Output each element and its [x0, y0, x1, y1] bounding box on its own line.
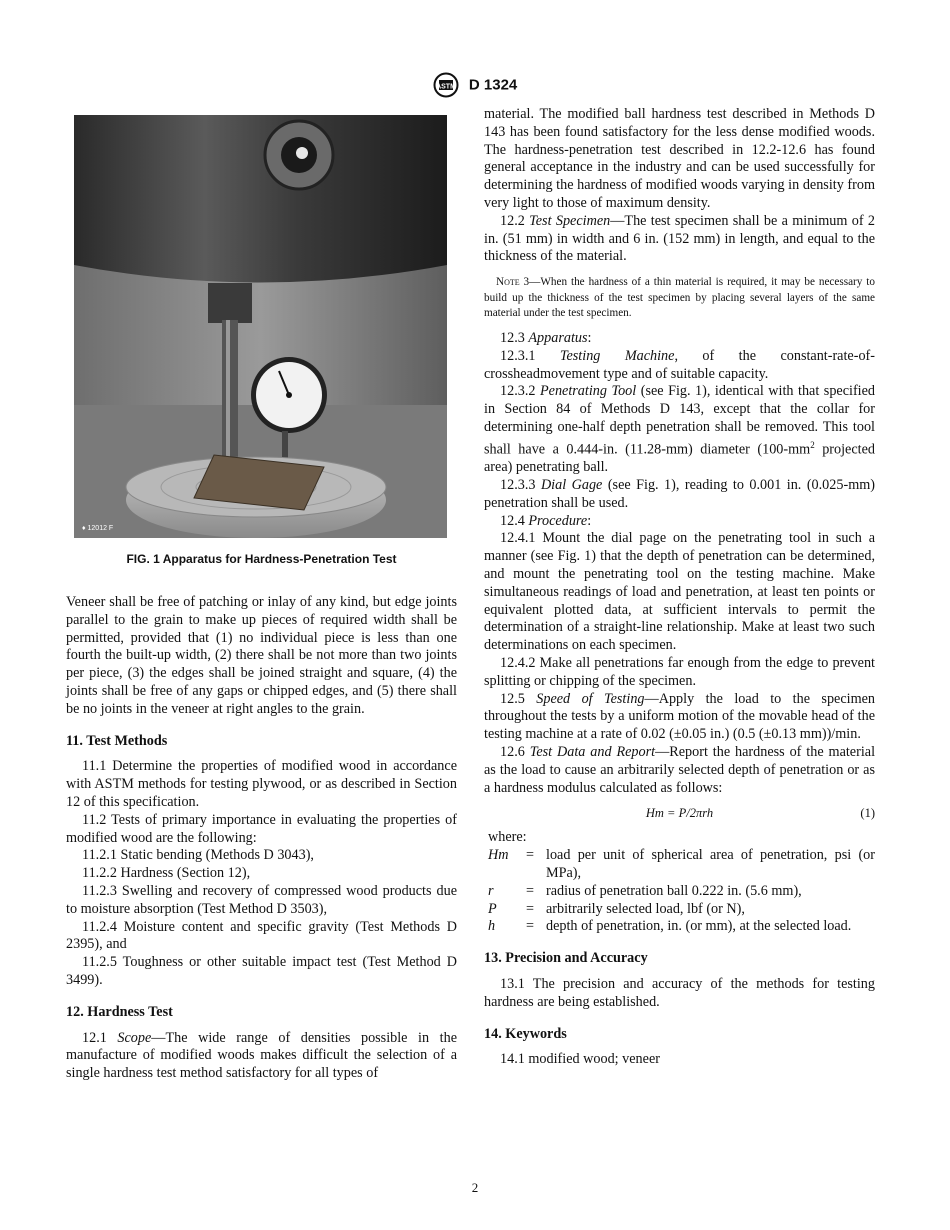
para-12-2: 12.2 Test Specimen—The test specimen shall be a minimum of 2 in. (51 mm) in width and 6 in. (152 mm) in length, and equal to the thickness of the material.: [484, 212, 875, 265]
equation-body: Hm = P/2πrh: [645, 806, 714, 821]
section-12-heading: 12. Hardness Test: [66, 1003, 173, 1020]
para-11-2-4: 11.2.4 Moisture content and specific gravity (Test Methods D 2395), and: [66, 918, 457, 953]
page-number: 2: [471, 1180, 479, 1195]
para-12-3-3: 12.3.3 Dial Gage (see Fig. 1), reading to 0.001 in. (0.025-mm) penetration shall be used.: [484, 477, 875, 511]
para-13-1: 13.1 The precision and accuracy of the methods for testing hardness are being established.: [484, 975, 875, 1010]
para-12-4-1: 12.4.1 Mount the dial page on the penetrating tool in such a manner (see Fig. 1) that the depth of penetration can be determined, and mount the penetrating tool on the testing machine. Make simultaneous readings of load and penetration, at least ten points or equivalent plotted data, at sufficient intervals to permit the determination of a straight-line relationship. Make at least two such determinations on each specimen.: [484, 530, 875, 654]
para-11-2-1: 11.2.1 Static bending (Methods D 3043),: [82, 847, 314, 864]
para-12-4-2: 12.4.2 Make all penetrations far enough from the edge to prevent splitting or chipping of the specimen.: [484, 655, 875, 689]
apparatus-photo: [74, 115, 447, 538]
para-12-3: 12.3 Apparatus:: [500, 329, 592, 346]
right-column: [484, 106, 875, 1069]
section-14-heading: 14. Keywords: [484, 1025, 567, 1042]
veneer-paragraph: Veneer shall be free of patching or inlay of any kind, but edge joints parallel to the grain to make up pieces of required width shall be permitted, provided that (1) no individual piece is less than one fourth the built-up width, (2) there shall be not more than two joints per piece, (3) the edges shall be joined straight and square, (4) the joints shall be free of any gaps or chipped edges, and (5) there shall be no joints in the veneer at right angles to the grain.: [66, 594, 457, 717]
section-13-heading: 13. Precision and Accuracy: [484, 950, 648, 967]
equation-1: [484, 801, 875, 829]
svg-text:♦ 12012 F: ♦ 12012 F: [82, 525, 114, 532]
para-12-1-cont: material. The modified ball hardness test described in Methods D 143 has been found satisfactory for the less dense modified woods. The hardness-penetration test described in 12.2-12.6 has found general acceptance in the industry and can be used successfully for determining the hardness of modified woods varying in density from very light to those of maximum density.: [484, 106, 875, 211]
where-label: where:: [488, 829, 527, 846]
definition-row: r = radius of penetration ball 0.222 in. (5.6 mm),: [488, 882, 802, 899]
para-12-4: 12.4 Procedure:: [500, 512, 592, 529]
figure-caption: FIG. 1 Apparatus for Hardness-Penetration Test: [126, 552, 397, 566]
astm-logo-icon: [433, 72, 459, 98]
para-12-3-2: 12.3.2 Penetrating Tool (see Fig. 1), identical with that specified in Section 84 of Methods D 143, except that the collar for determining one-half depth penetration shall be removed. This tool shall have a 0.444-in. (11.28-mm) diameter ($100-mm^2$ projected area) penetrating ball.: [484, 383, 876, 476]
definition-row: P = arbitrarily selected load, lbf (or N),: [488, 900, 745, 917]
variable-definitions: [488, 847, 875, 936]
svg-text:ASTM: ASTM: [435, 83, 456, 91]
para-11-2: 11.2 Tests of primary importance in evaluating the properties of modified wood are the following:: [66, 811, 457, 846]
page-header: [0, 72, 950, 98]
note-3: Note 3—When the hardness of a thin material is required, it may be necessary to build up the thickness of the test specimen by placing several layers of the same material under the test specimen.: [484, 276, 875, 320]
para-12-5: 12.5 Speed of Testing—Apply the load to the specimen throughout the tests by a uniform motion of the movable head of the testing machine at a rate of 0.02 (±0.05 in.) (0.5 (±0.13 mm))/min.: [484, 690, 876, 743]
definition-row: h = depth of penetration, in. (or mm), at the selected load.: [488, 918, 852, 935]
para-11-2-2: 11.2.2 Hardness (Section 12),: [82, 865, 251, 882]
section-11-heading: 11. Test Methods: [66, 732, 168, 749]
para-11-1: 11.1 Determine the properties of modified wood in accordance with ASTM methods for testing plywood, or as described in Section 12 of this specification.: [66, 758, 457, 810]
standard-designation: D 1324: [468, 76, 518, 94]
equation-number: (1): [860, 806, 875, 821]
para-12-6: 12.6 Test Data and Report—Report the hardness of the material as the load to cause an arbitrarily selected depth of penetration or as a hardness modulus calculated as follows:: [484, 744, 876, 796]
para-14-1: 14.1 modified wood; veneer: [500, 1051, 660, 1068]
para-12-3-1: 12.3.1 Testing Machine, of the constant-rate-of-crossheadmovement type and of suitable capacity.: [484, 347, 875, 382]
left-column: [66, 594, 457, 1083]
para-11-2-3: 11.2.3 Swelling and recovery of compressed wood products due to moisture absorption (Test Method D 3503),: [66, 882, 457, 917]
definition-row: Hm = load per unit of spherical area of penetration, psi (or MPa),: [488, 847, 875, 881]
para-12-1: 12.1 Scope—The wide range of densities possible in the manufacture of modified woods makes difficult the selection of a single hardness test method satisfactory for all types of: [66, 1029, 457, 1082]
para-11-2-5: 11.2.5 Toughness or other suitable impact test (Test Method D 3499).: [66, 954, 457, 988]
